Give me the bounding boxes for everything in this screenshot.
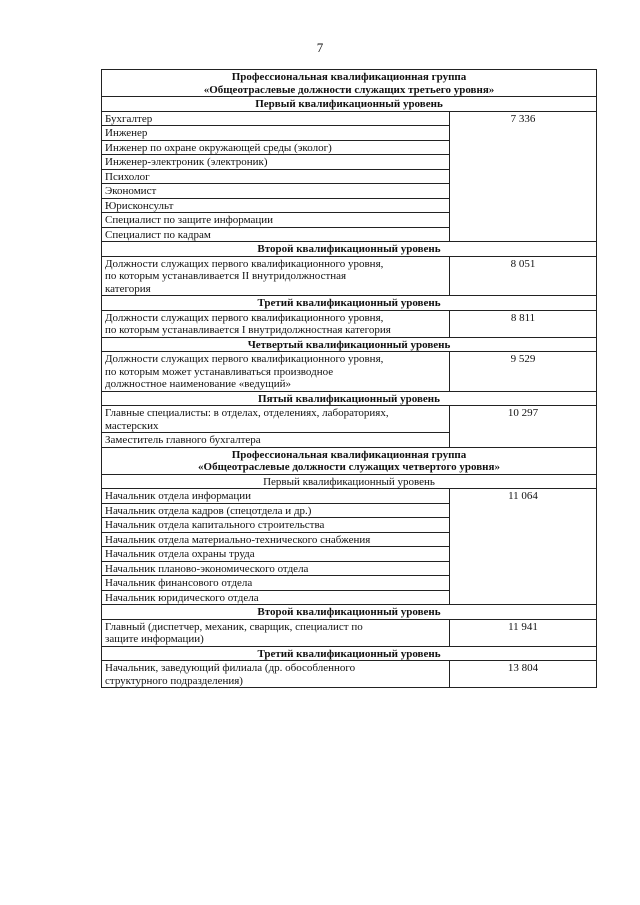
- position-cell: [102, 227, 450, 242]
- position-cell: [102, 503, 450, 518]
- position-line: Инженер-электроник (электроник): [105, 156, 268, 168]
- level-title: Четвертый квалификационный уровень: [102, 337, 597, 352]
- position-line: по которым может устанавливаться производное: [105, 365, 334, 378]
- position-line: Инженер: [105, 127, 148, 139]
- position-line: Начальник отдела материально-технического снабжения: [105, 533, 371, 546]
- level-header-row: [102, 242, 597, 257]
- position-cell: [102, 433, 450, 448]
- page-number: 7: [316, 40, 324, 55]
- salary-table: [101, 69, 597, 688]
- table-row: [102, 352, 597, 392]
- level-header-row: [102, 296, 597, 311]
- position-line: Начальник, заведующий филиала (др. обособленного: [105, 662, 356, 674]
- position-line: Психолог: [105, 170, 150, 183]
- position-cell: [102, 213, 450, 228]
- position-line: Начальник отдела охраны труда: [105, 548, 255, 560]
- position-line: категория: [105, 282, 151, 295]
- position-line: должностное наименование «ведущий»: [105, 378, 291, 390]
- group-header-row: [102, 447, 597, 474]
- salary-value: 8 811: [450, 310, 597, 337]
- level-title: Первый квалификационный уровень: [102, 474, 597, 489]
- position-line: Экономист: [105, 185, 157, 197]
- position-line: Должности служащих первого квалификационного уровня,: [105, 257, 384, 270]
- position-cell: [102, 518, 450, 533]
- salary-value: 8 051: [450, 256, 597, 296]
- table-row: [102, 661, 597, 688]
- salary-value: 10 297: [450, 406, 597, 448]
- level-header-row: [102, 474, 597, 489]
- level-header-row: [102, 605, 597, 620]
- position-line: Начальник юридического отдела: [105, 591, 259, 604]
- position-line: Заместитель главного бухгалтера: [105, 434, 261, 446]
- position-cell: [102, 590, 450, 605]
- position-cell: [102, 126, 450, 141]
- position-line: Инженер по охране окружающей среды (эколог): [105, 141, 332, 154]
- position-line: Начальник финансового отдела: [105, 577, 253, 589]
- salary-value: 7 336: [450, 111, 597, 242]
- position-line: Специалист по кадрам: [105, 228, 211, 241]
- position-line: Начальник планово-экономического отдела: [105, 562, 309, 575]
- position-cell: [102, 489, 450, 504]
- group-title-line: «Общеотраслевые должности служащих четвертого уровня»: [198, 461, 500, 473]
- table-row: [102, 256, 597, 296]
- group-title: [102, 447, 597, 474]
- position-line: Главные специалисты: в отделах, отделениях, лабораториях,: [105, 407, 389, 419]
- level-title: Второй квалификационный уровень: [102, 242, 597, 257]
- position-line: Бухгалтер: [105, 112, 153, 125]
- level-header-row: [102, 337, 597, 352]
- group-title: [102, 70, 597, 97]
- position-cell: [102, 661, 450, 688]
- position-cell: [102, 155, 450, 170]
- position-line: Должности служащих первого квалификационного уровня,: [105, 311, 384, 324]
- position-cell: [102, 352, 450, 392]
- table-row: [102, 619, 597, 646]
- position-cell: [102, 140, 450, 155]
- salary-value: 13 804: [450, 661, 597, 688]
- position-line: Юрисконсульт: [105, 199, 174, 212]
- level-header-row: [102, 391, 597, 406]
- level-title: Пятый квалификационный уровень: [102, 391, 597, 406]
- position-cell: [102, 619, 450, 646]
- position-line: мастерских: [105, 419, 159, 432]
- position-cell: [102, 561, 450, 576]
- position-line: Должности служащих первого квалификационного уровня,: [105, 353, 384, 365]
- salary-value: 9 529: [450, 352, 597, 392]
- position-cell: [102, 532, 450, 547]
- table-row: [102, 489, 597, 504]
- position-line: Начальник отдела кадров (спецотдела и др.): [105, 504, 312, 517]
- position-line: структурного подразделения): [105, 674, 243, 687]
- group-title-line: Профессиональная квалификационная группа: [231, 448, 467, 461]
- position-line: защите информации): [105, 633, 204, 645]
- position-line: Начальник отдела капитального строительства: [105, 519, 325, 531]
- level-header-row: [102, 646, 597, 661]
- position-line: Специалист по защите информации: [105, 214, 273, 226]
- group-title-line: «Общеотраслевые должности служащих третьего уровня»: [203, 83, 495, 96]
- position-line: по которым устанавливается I внутридолжностная категория: [105, 324, 391, 336]
- position-cell: [102, 547, 450, 562]
- salary-value: 11 064: [450, 489, 597, 605]
- position-cell: [102, 406, 450, 433]
- position-line: Главный (диспетчер, механик, сварщик, специалист по: [105, 620, 363, 633]
- level-header-row: [102, 97, 597, 112]
- table-row: [102, 310, 597, 337]
- position-line: Начальник отдела информации: [105, 490, 252, 502]
- level-title: Третий квалификационный уровень: [102, 296, 597, 311]
- position-cell: [102, 111, 450, 126]
- table-row: [102, 406, 597, 433]
- position-line: по которым устанавливается II внутридолжностная: [105, 270, 347, 282]
- level-title: Первый квалификационный уровень: [102, 97, 597, 112]
- level-title: Третий квалификационный уровень: [102, 646, 597, 661]
- position-cell: [102, 169, 450, 184]
- salary-value: 11 941: [450, 619, 597, 646]
- position-cell: [102, 576, 450, 591]
- group-header-row: [102, 70, 597, 97]
- position-cell: [102, 256, 450, 296]
- position-cell: [102, 184, 450, 199]
- group-title-line: Профессиональная квалификационная группа: [231, 71, 467, 83]
- table-body: [102, 70, 597, 688]
- level-title: Второй квалификационный уровень: [102, 605, 597, 620]
- table-row: [102, 111, 597, 126]
- position-cell: [102, 198, 450, 213]
- position-cell: [102, 310, 450, 337]
